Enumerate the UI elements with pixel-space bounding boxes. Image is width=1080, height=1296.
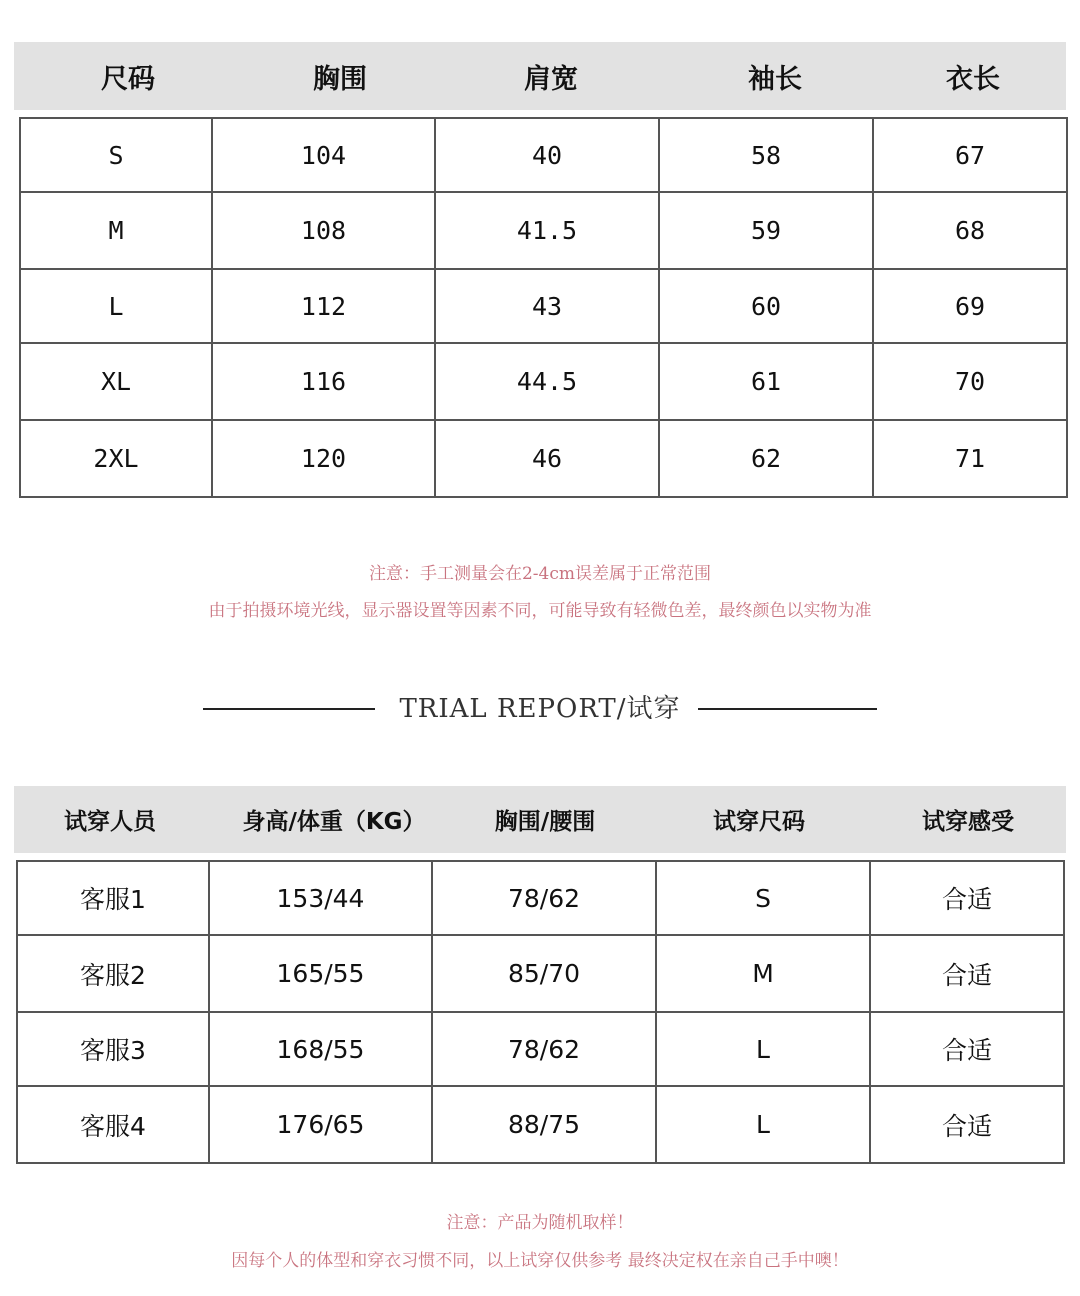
sleeve-cell: 61	[659, 343, 873, 420]
sleeve-cell: 59	[659, 192, 873, 269]
feeling-cell: 合适	[870, 1012, 1064, 1086]
chest-waist-cell: 78/62	[432, 1012, 656, 1086]
height-weight-cell: 153/44	[209, 861, 432, 935]
chest-waist-cell: 78/62	[432, 861, 656, 935]
table-row	[20, 420, 1067, 497]
table-row	[17, 935, 1064, 1012]
size-cell: L	[20, 269, 212, 343]
size-header-chest: 胸围	[313, 63, 367, 95]
trial-size-cell: L	[656, 1012, 870, 1086]
person-cell: 客服1	[17, 861, 209, 935]
shoulder-cell: 46	[435, 420, 659, 497]
sleeve-cell: 58	[659, 118, 873, 192]
trial-report-title: TRIAL REPORT/试穿	[399, 694, 681, 724]
sleeve-cell: 62	[659, 420, 873, 497]
section-divider-right	[698, 708, 877, 710]
trial-header-person: 试穿人员	[64, 809, 156, 835]
table-row	[17, 1012, 1064, 1086]
length-cell: 67	[873, 118, 1067, 192]
trial-size-cell: S	[656, 861, 870, 935]
size-header-length: 衣长	[946, 63, 1000, 95]
size-header-size: 尺码	[101, 63, 155, 95]
trial-table-header	[14, 786, 1066, 853]
length-cell: 69	[873, 269, 1067, 343]
trial-header-chest-waist: 胸围/腰围	[494, 809, 596, 835]
shoulder-cell: 44.5	[435, 343, 659, 420]
person-cell: 客服2	[17, 935, 209, 1012]
color-note: 由于拍摄环境光线，显示器设置等因素不同，可能导致有轻微色差，最终颜色以实物为准	[208, 601, 872, 621]
length-cell: 71	[873, 420, 1067, 497]
height-weight-cell: 165/55	[209, 935, 432, 1012]
trial-reference-note: 因每个人的体型和穿衣习惯不同，以上试穿仅供参考 最终决定权在亲自己手中噢！	[231, 1251, 849, 1271]
chest-cell: 116	[212, 343, 435, 420]
sleeve-cell: 60	[659, 269, 873, 343]
trial-size-cell: M	[656, 935, 870, 1012]
feeling-cell: 合适	[870, 861, 1064, 935]
size-cell: 2XL	[20, 420, 212, 497]
chest-cell: 108	[212, 192, 435, 269]
trial-header-height-weight: 身高/体重（KG）	[242, 809, 426, 835]
size-table	[19, 117, 1068, 498]
chest-cell: 112	[212, 269, 435, 343]
trial-size-cell: L	[656, 1086, 870, 1163]
length-cell: 68	[873, 192, 1067, 269]
table-row	[20, 343, 1067, 420]
chest-waist-cell: 88/75	[432, 1086, 656, 1163]
trial-header-size: 试穿尺码	[713, 809, 805, 835]
chest-cell: 120	[212, 420, 435, 497]
size-header-sleeve: 袖长	[748, 63, 802, 95]
person-cell: 客服3	[17, 1012, 209, 1086]
shoulder-cell: 41.5	[435, 192, 659, 269]
height-weight-cell: 168/55	[209, 1012, 432, 1086]
length-cell: 70	[873, 343, 1067, 420]
feeling-cell: 合适	[870, 1086, 1064, 1163]
height-weight-cell: 176/65	[209, 1086, 432, 1163]
size-table-header	[14, 42, 1066, 110]
trial-table	[16, 860, 1065, 1164]
size-cell: S	[20, 118, 212, 192]
chest-waist-cell: 85/70	[432, 935, 656, 1012]
table-row	[17, 861, 1064, 935]
table-row	[17, 1086, 1064, 1163]
table-row	[20, 192, 1067, 269]
size-header-shoulder: 肩宽	[524, 63, 578, 95]
shoulder-cell: 40	[435, 118, 659, 192]
sampling-note: 注意：产品为随机取样！	[446, 1213, 634, 1233]
size-cell: M	[20, 192, 212, 269]
person-cell: 客服4	[17, 1086, 209, 1163]
feeling-cell: 合适	[870, 935, 1064, 1012]
table-row	[20, 118, 1067, 192]
chest-cell: 104	[212, 118, 435, 192]
size-cell: XL	[20, 343, 212, 420]
table-row	[20, 269, 1067, 343]
measurement-note: 注意：手工测量会在2-4cm误差属于正常范围	[368, 564, 712, 584]
shoulder-cell: 43	[435, 269, 659, 343]
trial-header-feeling: 试穿感受	[922, 809, 1014, 835]
